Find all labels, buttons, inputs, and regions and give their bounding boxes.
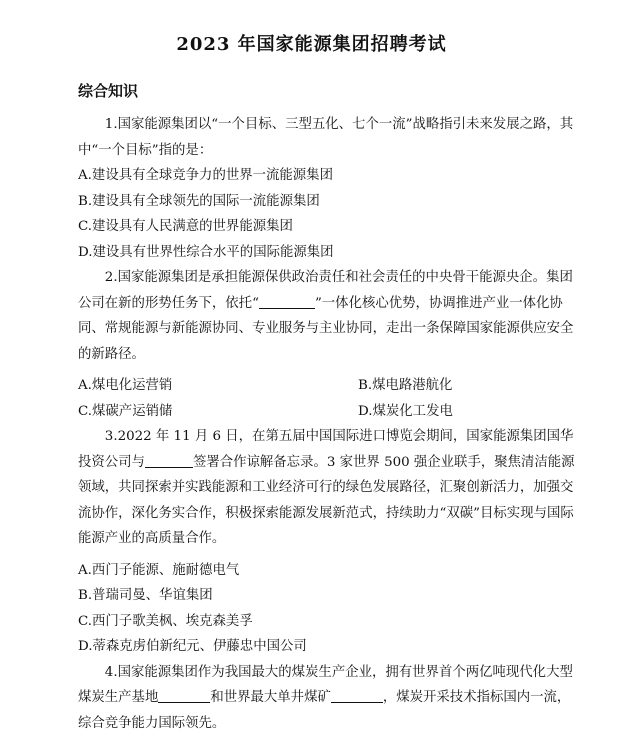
answer-blank xyxy=(145,451,193,468)
question-3-prompt-part-1: 3.2022 年 11 月 6 日，在第五届中国国际进口博览会期间，国家能源集团国华投资公司与 xyxy=(78,429,574,470)
question-3 xyxy=(78,424,578,660)
question-2-option-a: A.煤电化运营销 xyxy=(78,378,173,393)
question-2-option-b: B.煤电路港航化 xyxy=(358,378,453,393)
question-2-options-row-2 xyxy=(78,399,578,425)
question-4-prompt-part-1: 4.国家能源集团作为我国最大的煤炭生产企业，拥有世界首个两亿吨现代化大型煤炭生产基地 xyxy=(78,664,573,705)
question-2-prompt-part-2: ”一体化核心优势，协调推进产业一体化协同、常规能源与新能源协同、专业服务与主业协同，走出一条保障国家能源供应安全的新路径。 xyxy=(78,295,574,362)
question-3-option-a: A.西门子能源、施耐德电气 xyxy=(78,562,240,578)
answer-blank xyxy=(259,292,315,309)
question-3-prompt-part-2: 签署合作谅解备忘录。3 家世界 500 强企业联手，聚焦清洁能源领域，共同探索并实践能源和工业经济可行的绿色发展路径，汇聚创新活力，加强交流协作，深化务实合作，积极探索能源发展新范式，持续助力“双碳”目标实现与国际能源产业的高质量合作。 xyxy=(78,454,575,546)
question-1-option-a: A.建设具有全球竞争力的世界一流能源集团 xyxy=(78,168,333,183)
question-1-option-c: C.建设具有人民满意的世界能源集团 xyxy=(78,219,293,234)
answer-blank xyxy=(331,686,383,703)
question-2-prompt xyxy=(78,265,578,367)
questions-body xyxy=(78,112,578,736)
question-2-prompt-part-1: 2.国家能源集团是承担能源保供政治责任和社会责任的中央骨干能源央企。集团公司在新的形势任务下，依托“ xyxy=(78,270,573,311)
question-1-prompt: 1.国家能源集团以“一个目标、三型五化、七个一流”战略指引未来发展之路，其中“一个目标”指的是： xyxy=(78,117,574,158)
question-4-prompt-part-3: ，煤炭开采技术指标国内一流，综合竞争能力国际领先。 xyxy=(78,690,571,731)
question-3-prompt xyxy=(78,424,578,552)
question-3-option-b: B.普瑞司曼、华谊集团 xyxy=(78,588,213,603)
page-title: 2023 年国家能源集团招聘考试 xyxy=(176,34,447,55)
question-3-option-d: D.蒂森克虏伯新纪元、伊藤忠中国公司 xyxy=(78,639,307,654)
question-2-option-c: C.煤碳产运销储 xyxy=(78,403,173,419)
section-heading: 综合知识 xyxy=(78,82,139,100)
question-1-option-d: D.建设具有世界性综合水平的国际能源集团 xyxy=(78,244,334,260)
question-4 xyxy=(78,660,578,737)
question-4-prompt-part-2: 和世界最大单井煤矿 xyxy=(210,690,331,705)
question-1-option-b: B.建设具有全球领先的国际一流能源集团 xyxy=(78,193,320,209)
question-2-options-row-1 xyxy=(78,373,578,399)
answer-blank xyxy=(158,686,210,703)
question-1 xyxy=(78,112,578,265)
question-2 xyxy=(78,265,578,424)
question-4-prompt xyxy=(78,660,578,737)
question-3-option-c: C.西门子歌美枫、埃克森美孚 xyxy=(78,613,253,629)
question-2-option-d: D.煤炭化工发电 xyxy=(358,403,453,419)
